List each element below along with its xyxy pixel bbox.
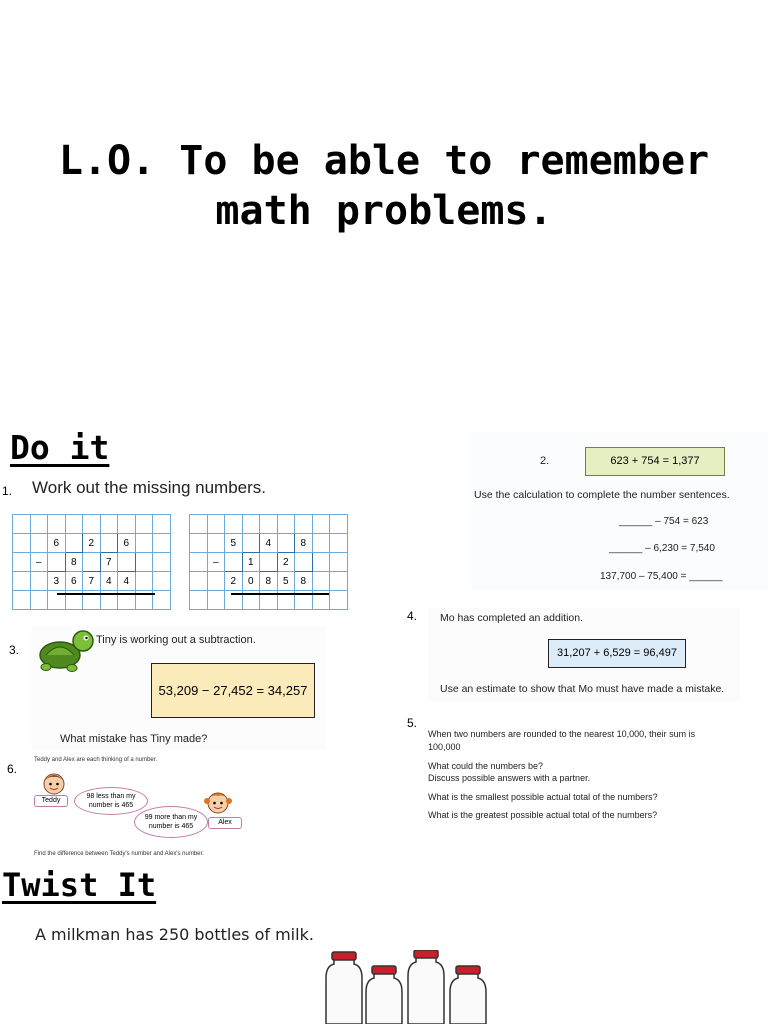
grid-cell: 8	[295, 534, 313, 553]
milk-bottle-icon	[316, 950, 496, 1024]
q2-sentence-3[interactable]: 137,700 – 75,400 = ______	[600, 571, 723, 582]
grid-answer-box[interactable]	[225, 553, 243, 572]
alex-face-icon	[204, 788, 232, 816]
q5-line-1: When two numbers are rounded to the nearest 10,000, their sum is	[428, 729, 696, 739]
grid-answer-box[interactable]	[48, 553, 66, 572]
q1-grid-b	[189, 514, 348, 610]
grid-cell: 5	[277, 572, 295, 591]
grid-cell: 2	[225, 572, 243, 591]
alex-label: Alex	[208, 817, 242, 829]
grid-operator: –	[207, 553, 225, 572]
q5-line-6: What is the greatest possible actual total of the numbers?	[428, 810, 658, 820]
q4-intro: Mo has completed an addition.	[440, 612, 584, 624]
grid-cell: 6	[118, 534, 136, 553]
twist-it-heading: Twist It	[2, 866, 157, 904]
grid-answer-box[interactable]	[260, 553, 278, 572]
grid-cell: 8	[260, 572, 278, 591]
q1-number: 1.	[2, 484, 13, 498]
q2-sentence-2[interactable]: ______ – 6,230 = 7,540	[609, 543, 715, 554]
grid-cell: 2	[83, 534, 101, 553]
grid-cell: 2	[277, 553, 295, 572]
q6-question: Find the difference between Teddy's number and Alex's number.	[34, 851, 204, 857]
teddy-face-icon	[41, 770, 67, 796]
q1-grid-a-answer-rule	[57, 593, 155, 595]
grid-cell: 3	[48, 572, 66, 591]
q4-calculation-box: 31,207 + 6,529 = 96,497	[548, 639, 686, 668]
grid-cell: 4	[100, 572, 118, 591]
grid-cell: 4	[118, 572, 136, 591]
grid-cell: 6	[65, 572, 83, 591]
q5-line-2: 100,000	[428, 742, 461, 752]
q2-text: Use the calculation to complete the number sentences.	[474, 489, 730, 501]
grid-answer-box[interactable]	[100, 534, 118, 553]
grid-answer-box[interactable]	[242, 534, 260, 553]
teddy-speech-bubble: 98 less than my number is 465	[74, 787, 148, 815]
q3-number: 3.	[9, 643, 20, 657]
grid-cell: 8	[295, 572, 313, 591]
teddy-label: Teddy	[34, 795, 68, 807]
title-line-1: L.O. To be able to remember	[58, 138, 710, 184]
grid-cell: 4	[260, 534, 278, 553]
alex-speech-bubble: 99 more than my number is 465	[134, 806, 208, 838]
grid-answer-box[interactable]	[65, 534, 83, 553]
q1-text: Work out the missing numbers.	[32, 478, 266, 497]
grid-cell: 0	[242, 572, 260, 591]
grid-cell: 8	[65, 553, 83, 572]
grid-cell: 7	[83, 572, 101, 591]
q6-number: 6.	[7, 762, 18, 776]
do-it-heading: Do it	[10, 428, 110, 467]
grid-cell: 5	[225, 534, 243, 553]
grid-cell: 7	[100, 553, 118, 572]
q3-calculation-box: 53,209 − 27,452 = 34,257	[151, 663, 315, 718]
q2-number: 2.	[540, 455, 550, 467]
grid-answer-box[interactable]	[118, 553, 136, 572]
grid-cell: 1	[242, 553, 260, 572]
q6-intro: Teddy and Alex are each thinking of a number.	[34, 757, 158, 763]
title-line-2: math problems.	[215, 188, 553, 234]
q3-question: What mistake has Tiny made?	[60, 733, 208, 745]
grid-cell: 6	[48, 534, 66, 553]
q5-line-5: What is the smallest possible actual total of the numbers?	[428, 792, 658, 802]
grid-answer-box[interactable]	[277, 534, 295, 553]
q1-grid-b-answer-rule	[231, 593, 329, 595]
q1-grid-a	[12, 514, 171, 610]
q4-text: Use an estimate to show that Mo must have made a mistake.	[440, 683, 725, 695]
q2-calculation-box: 623 + 754 = 1,377	[585, 447, 725, 476]
q2-sentence-1[interactable]: ______ – 754 = 623	[619, 516, 709, 527]
turtle-icon	[34, 627, 96, 673]
grid-operator: –	[30, 553, 48, 572]
q5-line-4: Discuss possible answers with a partner.	[428, 773, 591, 783]
q4-number: 4.	[407, 609, 418, 623]
grid-answer-box[interactable]	[295, 553, 313, 572]
grid-answer-box[interactable]	[83, 553, 101, 572]
q5-number: 5.	[407, 716, 418, 730]
q5-line-3: What could the numbers be?	[428, 761, 544, 771]
learning-objective-title	[0, 136, 768, 236]
twist-text: A milkman has 250 bottles of milk.	[35, 925, 314, 944]
q3-intro: Tiny is working out a subtraction.	[96, 634, 256, 646]
